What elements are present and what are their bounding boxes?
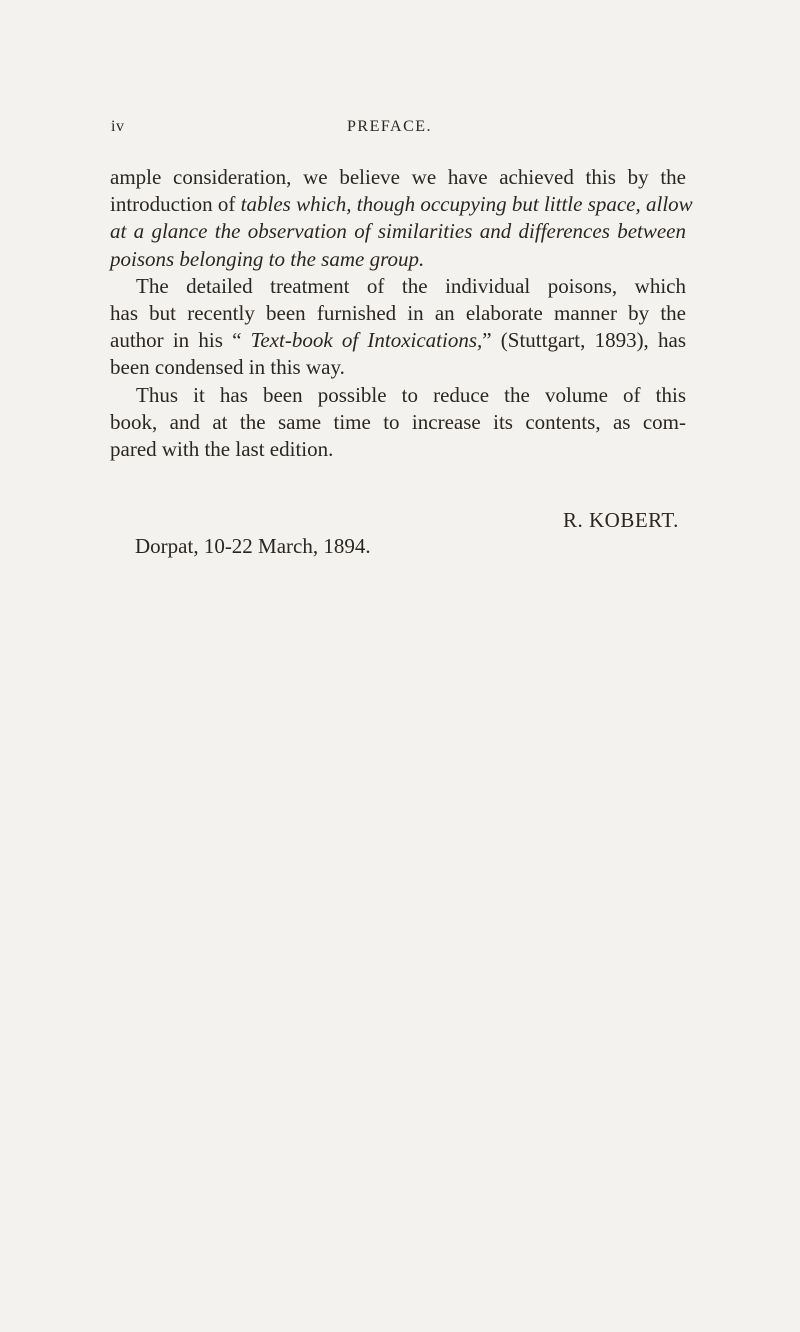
running-head [111,118,691,142]
text-run: introduction of [110,192,241,217]
preface-body [110,164,693,463]
italic-text: poisons belonging to the same group. [110,246,425,271]
text-line [110,354,686,381]
text-run: author in his “ [110,328,251,353]
page-number: iv [111,118,125,135]
dateline: Dorpat, 10-22 March, 1894. [135,534,371,558]
text-line [110,436,686,463]
text-line [110,191,693,218]
text-line [110,273,686,300]
text-run: book, and at the same time to increase its contents, as com- [110,409,686,434]
running-title: PREFACE. [347,118,433,135]
author-signature: R. KOBERT. [563,508,679,532]
text-run: The detailed treatment of the individual poisons, which [136,273,686,298]
text-line [110,164,686,191]
text-run: pared with the last edition. [110,437,334,462]
text-line [110,246,686,273]
text-run: Thus it has been possible to reduce the volume of this [136,382,686,407]
text-line [110,382,686,409]
text-run: ample consideration, we believe we have achieved this by the [110,165,686,189]
text-run: has but recently been furnished in an elaborate manner by the [110,301,686,326]
text-line [110,327,686,354]
text-line [110,218,686,245]
italic-text: at a glance the observation of similarities and differences between [110,219,686,244]
text-run: been condensed in this way. [110,355,345,380]
text-line [110,300,686,327]
italic-text: tables which, though occupying but little space, allow [240,192,693,217]
text-run: ” (Stuttgart, 1893), has [482,328,687,353]
text-line [110,409,686,436]
italic-text: Text-book of Intoxications, [250,328,483,353]
